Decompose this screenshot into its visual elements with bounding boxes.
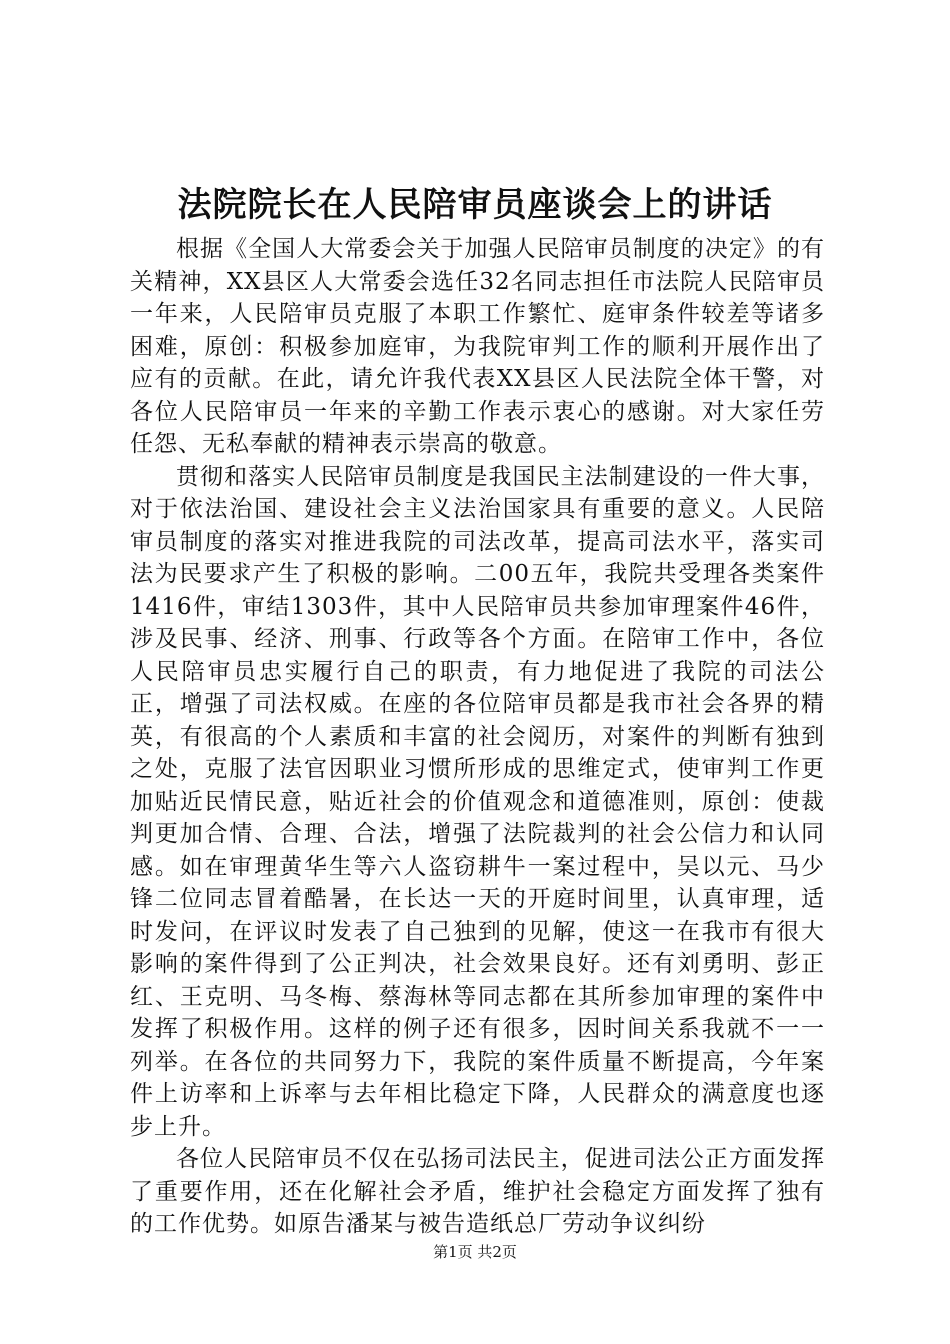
paragraph-3: 各位人民陪审员不仅在弘扬司法民主，促进司法公正方面发挥了重要作用，还在化解社会矛盾，维护社会稳定方面发挥了独有的工作优势。如原告潘某与被告造纸总厂劳动争议纠纷 [130,1146,825,1237]
page-number-footer: 第1页 共2页 [433,1243,517,1261]
document-body [130,233,825,1241]
paragraph-1: 根据《全国人大常委会关于加强人民陪审员制度的决定》的有关精神，XX县区人大常委会选任32名同志担任市法院人民陪审员一年来，人民陪审员克服了本职工作繁忙、庭审条件较差等诸多困难，原创：积极参加庭审，为我院审判工作的顺利开展作出了应有的贡献。在此，请允许我代表XX县区人民法院全体干警，对各位人民陪审员一年来的辛勤工作表示衷心的感谢。对大家任劳任怨、无私奉献的精神表示崇高的敬意。 [130,236,825,457]
paragraph-2: 贯彻和落实人民陪审员制度是我国民主法制建设的一件大事，对于依法治国、建设社会主义法治国家具有重要的意义。人民陪审员制度的落实对推进我院的司法改革，提高司法水平，落实司法为民要求产生了积极的影响。二00五年，我院共受理各类案件1416件，审结1303件，其中人民陪审员共参加审理案件46件，涉及民事、经济、刑事、行政等各个方面。在陪审工作中，各位人民陪审员忠实履行自己的职责，有力地促进了我院的司法公正，增强了司法权威。在座的各位陪审员都是我市社会各界的精英，有很高的个人素质和丰富的社会阅历，对案件的判断有独到之处，克服了法官因职业习惯所形成的思维定式，使审判工作更加贴近民情民意，贴近社会的价值观念和道德准则，原创：使裁判更加合情、合理、合法，增强了法院裁判的社会公信力和认同感。如在审理黄华生等六人盗窃耕牛一案过程中，吴以元、马少锋二位同志冒着酷暑，在长达一天的开庭时间里，认真审理，适时发问，在评议时发表了自己独到的见解，使这一在我市有很大影响的案件得到了公正判决，社会效果良好。还有刘勇明、彭正红、王克明、马冬梅、蔡海林等同志都在其所参加审理的案件中发挥了积极作用。这样的例子还有很多，因时间关系我就不一一列举。在各位的共同努力下，我院的案件质量不断提高，今年案件上访率和上诉率与去年相比稳定下降，人民群众的满意度也逐步上升。 [130,463,825,1140]
page-title: 法院院长在人民陪审员座谈会上的讲话 [177,185,773,225]
